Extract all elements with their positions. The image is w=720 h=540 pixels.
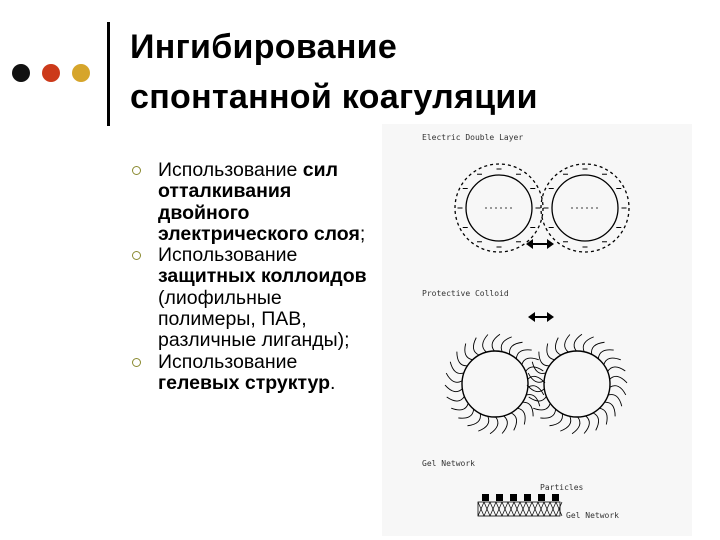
polymer-chain <box>467 414 480 426</box>
bullet-item <box>132 245 382 351</box>
label-edl: Electric Double Layer <box>422 133 524 142</box>
polymer-chain <box>510 342 523 354</box>
polymer-chain <box>605 402 616 416</box>
stabilization-figure <box>382 124 692 536</box>
polymer-chain <box>540 409 555 418</box>
polymer-chain <box>574 334 582 351</box>
slide-title <box>130 22 710 122</box>
polymer-chain <box>549 414 562 426</box>
polymer-chain <box>450 362 464 374</box>
stabilization-diagram <box>382 124 692 536</box>
title-divider <box>107 22 110 126</box>
label-colloid: Protective Colloid <box>422 289 509 298</box>
particle-circle <box>544 351 610 417</box>
polymer-chain <box>599 408 607 424</box>
polymer-chain <box>447 396 465 401</box>
polymer-chain <box>592 342 605 354</box>
gel-network-strip <box>478 494 562 516</box>
polymer-chain <box>502 416 507 434</box>
polymer-chain <box>465 343 473 359</box>
bullet-marker-icon <box>132 251 141 260</box>
bullet-item <box>132 352 382 395</box>
bullet-list <box>132 160 382 394</box>
polymer-chain <box>445 385 462 392</box>
polymer-chain <box>473 338 479 355</box>
dot-black <box>12 64 30 82</box>
dot-yellow <box>72 64 90 82</box>
polymer-chain <box>610 386 626 395</box>
polymer-chain <box>458 409 473 418</box>
polymer-chain <box>511 413 517 430</box>
bullet-text: Использование <box>158 159 303 181</box>
title-line-1: Ингибирование <box>130 28 398 66</box>
repulsion-arrow-icon <box>526 239 554 249</box>
polymer-chain <box>533 403 550 410</box>
gel-particle <box>552 494 559 501</box>
polymer-chain <box>598 350 613 359</box>
dot-red <box>42 64 60 82</box>
polymer-chain <box>446 373 462 382</box>
bullet-text: Использование <box>158 244 303 267</box>
label-gel-2: Gel Network <box>566 511 619 520</box>
bullet-text: (лиофильные полимеры, ПАВ, различные лиганды); <box>158 265 373 352</box>
polymer-chain <box>490 417 498 434</box>
polymer-chain <box>608 395 622 407</box>
polymer-chain <box>457 352 468 366</box>
polymer-chain <box>517 408 525 424</box>
gel-particle <box>510 494 517 501</box>
polymer-chain <box>451 403 468 410</box>
protected-particles <box>445 334 627 434</box>
bullet-text-bold: гелевых структур <box>158 371 331 394</box>
polymer-chain <box>610 376 627 383</box>
polymer-chain <box>593 413 599 430</box>
bullet-text-bold: защитных коллоидов <box>158 265 367 288</box>
polymer-chain <box>522 358 539 365</box>
polymer-chain <box>547 343 555 359</box>
polymer-chain <box>528 373 544 382</box>
bullet-text: Использование <box>158 350 303 373</box>
polymer-chain <box>604 358 621 365</box>
bullet-text-bold: сил отталкивания двойного электрического слоя <box>158 159 360 245</box>
particle-circle <box>466 175 532 241</box>
polymer-chain <box>608 367 626 372</box>
particle-circle <box>552 175 618 241</box>
bullet-text: . <box>330 371 336 394</box>
outer-layer-circle <box>541 164 629 252</box>
polymer-chain <box>526 395 540 407</box>
outer-layer-circle <box>455 164 543 252</box>
polymer-chain <box>539 352 550 366</box>
particle-circle <box>462 351 528 417</box>
gel-particle <box>524 494 531 501</box>
gel-particle <box>482 494 489 501</box>
polymer-chain <box>523 402 534 416</box>
label-gel: Gel Network <box>422 459 475 468</box>
polymer-chain <box>483 335 488 353</box>
bullet-marker-icon <box>132 358 141 367</box>
label-particles: Particles <box>540 483 584 492</box>
polymer-chain <box>584 416 589 434</box>
gel-particle <box>496 494 503 501</box>
title-line-2: спонтанной коагуляции <box>130 78 538 116</box>
bullet-text: ; <box>359 222 366 245</box>
gel-particle <box>538 494 545 501</box>
bullet-item <box>132 160 382 245</box>
double-layer-particles <box>455 164 629 252</box>
polymer-chain <box>516 350 531 359</box>
bullet-marker-icon <box>132 166 141 175</box>
polymer-chain <box>565 335 570 353</box>
polymer-chain <box>555 338 561 355</box>
polymer-chain <box>572 417 580 434</box>
polymer-chain <box>492 334 500 351</box>
steric-arrow-icon <box>528 312 554 322</box>
decorative-dots <box>12 64 96 84</box>
polymer-chain <box>532 362 546 374</box>
